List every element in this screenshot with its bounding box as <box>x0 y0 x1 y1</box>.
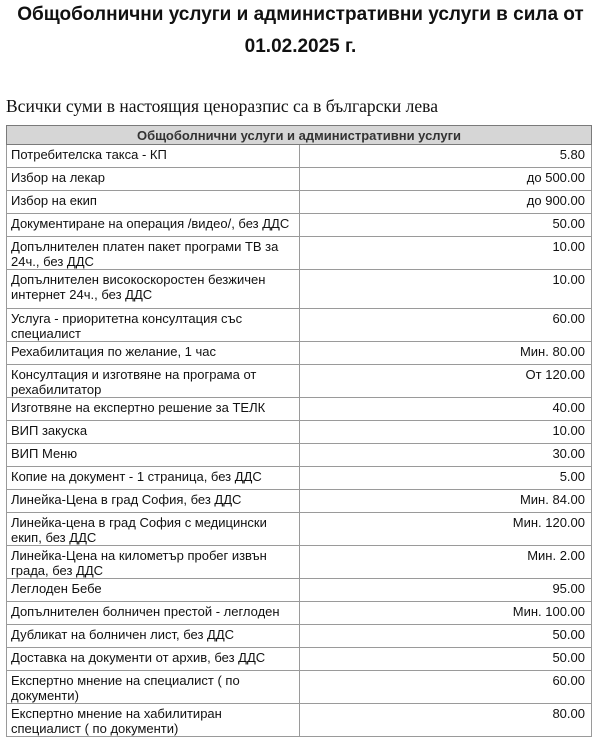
service-name-cell: ВИП Меню <box>7 444 300 467</box>
currency-note: Всички суми в настоящия ценоразпис са в български лева <box>6 96 438 116</box>
price-cell: 50.00 <box>299 648 592 671</box>
service-name-cell: Потребителска такса - КП <box>7 145 300 168</box>
price-cell: до 900.00 <box>299 191 592 214</box>
service-name-cell: Допълнителен високоскоростен безжичен интернет 24ч., без ДДС <box>7 270 300 309</box>
table-row <box>7 444 592 467</box>
table-row <box>7 625 592 648</box>
price-cell: 60.00 <box>299 309 592 342</box>
table-row <box>7 467 592 490</box>
price-table <box>6 125 592 737</box>
service-name-cell: Консултация и изготвяне на програма от рехабилитатор <box>7 365 300 398</box>
price-cell: 10.00 <box>299 270 592 309</box>
service-name-cell: Линейка-Цена на километър пробег извън града, без ДДС <box>7 546 300 579</box>
table-row <box>7 309 592 342</box>
price-cell: 10.00 <box>299 237 592 270</box>
price-cell: 50.00 <box>299 214 592 237</box>
table-row <box>7 648 592 671</box>
service-name-cell: Експертно мнение на хабилитиран специалист ( по документи) <box>7 704 300 737</box>
service-name-cell: Линейка-Цена в град София, без ДДС <box>7 490 300 513</box>
price-cell: Мин. 2.00 <box>299 546 592 579</box>
price-cell: 40.00 <box>299 398 592 421</box>
table-row <box>7 342 592 365</box>
price-cell: Мин. 84.00 <box>299 490 592 513</box>
service-name-cell: Услуга - приоритетна консултация със специалист <box>7 309 300 342</box>
price-cell: 30.00 <box>299 444 592 467</box>
service-name-cell: Допълнителен платен пакет програми ТВ за 24ч., без ДДС <box>7 237 300 270</box>
price-cell: до 500.00 <box>299 168 592 191</box>
table-heading: Общоболнични услуги и административни услуги <box>7 126 592 145</box>
service-name-cell: Допълнителен болничен престой - леглоден <box>7 602 300 625</box>
table-row <box>7 270 592 309</box>
price-cell: 80.00 <box>299 704 592 737</box>
table-row <box>7 579 592 602</box>
table-row <box>7 602 592 625</box>
table-row <box>7 214 592 237</box>
service-name-cell: Избор на екип <box>7 191 300 214</box>
service-name-cell: Дубликат на болничен лист, без ДДС <box>7 625 300 648</box>
table-row <box>7 671 592 704</box>
price-cell: 95.00 <box>299 579 592 602</box>
table-row <box>7 168 592 191</box>
price-cell: Мин. 120.00 <box>299 513 592 546</box>
service-name-cell: Линейка-цена в град София с медицински екип, без ДДС <box>7 513 300 546</box>
table-row <box>7 237 592 270</box>
service-name-cell: Леглоден Бебе <box>7 579 300 602</box>
table-row <box>7 421 592 444</box>
price-cell: 5.80 <box>299 145 592 168</box>
service-name-cell: Доставка на документи от архив, без ДДС <box>7 648 300 671</box>
price-cell: 10.00 <box>299 421 592 444</box>
price-cell: 50.00 <box>299 625 592 648</box>
service-name-cell: Изготвяне на експертно решение за ТЕЛК <box>7 398 300 421</box>
price-cell: Мин. 100.00 <box>299 602 592 625</box>
table-row <box>7 398 592 421</box>
price-cell: 5.00 <box>299 467 592 490</box>
table-row <box>7 546 592 579</box>
service-name-cell: Документиране на операция /видео/, без ДДС <box>7 214 300 237</box>
price-cell: От 120.00 <box>299 365 592 398</box>
service-name-cell: Експертно мнение на специалист ( по документи) <box>7 671 300 704</box>
price-cell: Мин. 80.00 <box>299 342 592 365</box>
price-cell: 60.00 <box>299 671 592 704</box>
service-name-cell: Копие на документ - 1 страница, без ДДС <box>7 467 300 490</box>
page-title-line-2: 01.02.2025 г. <box>244 36 357 57</box>
table-row <box>7 191 592 214</box>
service-name-cell: ВИП закуска <box>7 421 300 444</box>
service-name-cell: Избор на лекар <box>7 168 300 191</box>
table-row <box>7 513 592 546</box>
table-row <box>7 145 592 168</box>
table-row <box>7 365 592 398</box>
table-body <box>7 145 592 737</box>
page-title-line-1: Общоболнични услуги и административни услуги в сила от <box>17 4 584 25</box>
table-header-row <box>7 126 592 145</box>
service-name-cell: Рехабилитация по желание, 1 час <box>7 342 300 365</box>
table-row <box>7 704 592 737</box>
table-row <box>7 490 592 513</box>
